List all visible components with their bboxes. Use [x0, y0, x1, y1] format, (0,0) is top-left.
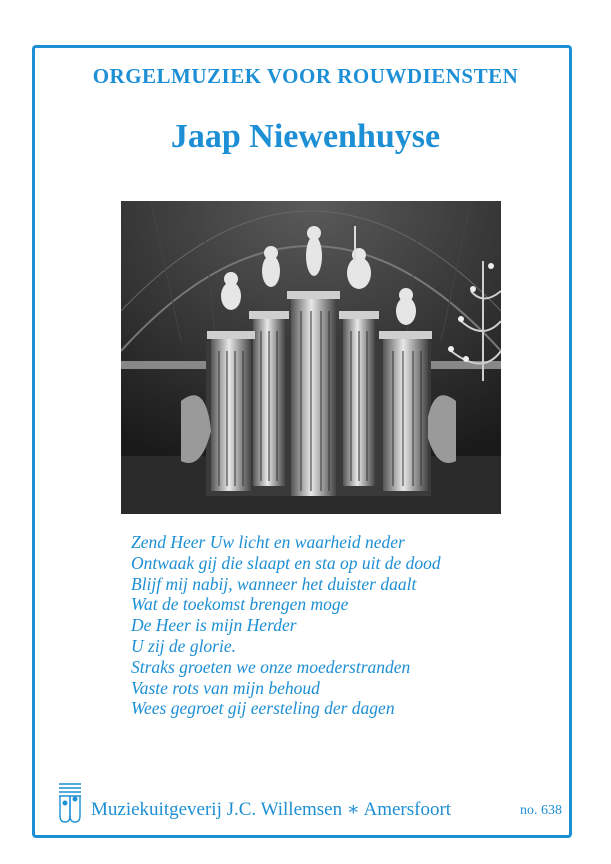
contents-item: Ontwaak gij die slaapt en sta op uit de dood	[131, 552, 441, 573]
contents-item: U zij de glorie.	[131, 635, 236, 656]
publisher-footer	[57, 778, 562, 828]
contents-item: Zend Heer Uw licht en waarheid neder	[131, 532, 405, 552]
series-title: ORGELMUZIEK VOOR ROUWDIENSTEN	[92, 64, 519, 88]
contents-item: Straks groeten we onze moederstranden	[131, 656, 411, 677]
contents-item: Blijf mij nabij, wanneer het duister daalt	[131, 573, 417, 594]
catalog-number: no. 638	[520, 803, 562, 818]
contents-item: Wees gegroet gij eersteling der dagen	[131, 698, 395, 719]
organ-photo	[121, 201, 501, 514]
contents-item: Wat de toekomst brengen moge	[131, 594, 349, 615]
publisher-logo-icon	[57, 780, 83, 824]
contents-item: Vaste rots van mijn behoud	[131, 677, 320, 698]
contents-item: De Heer is mijn Herder	[131, 615, 297, 636]
publisher-name: Muziekuitgeverij J.C. Willemsen ∗ Amersfoort	[91, 799, 452, 820]
composer-name: Jaap Niewenhuyse	[170, 118, 441, 155]
contents-list	[131, 532, 441, 719]
